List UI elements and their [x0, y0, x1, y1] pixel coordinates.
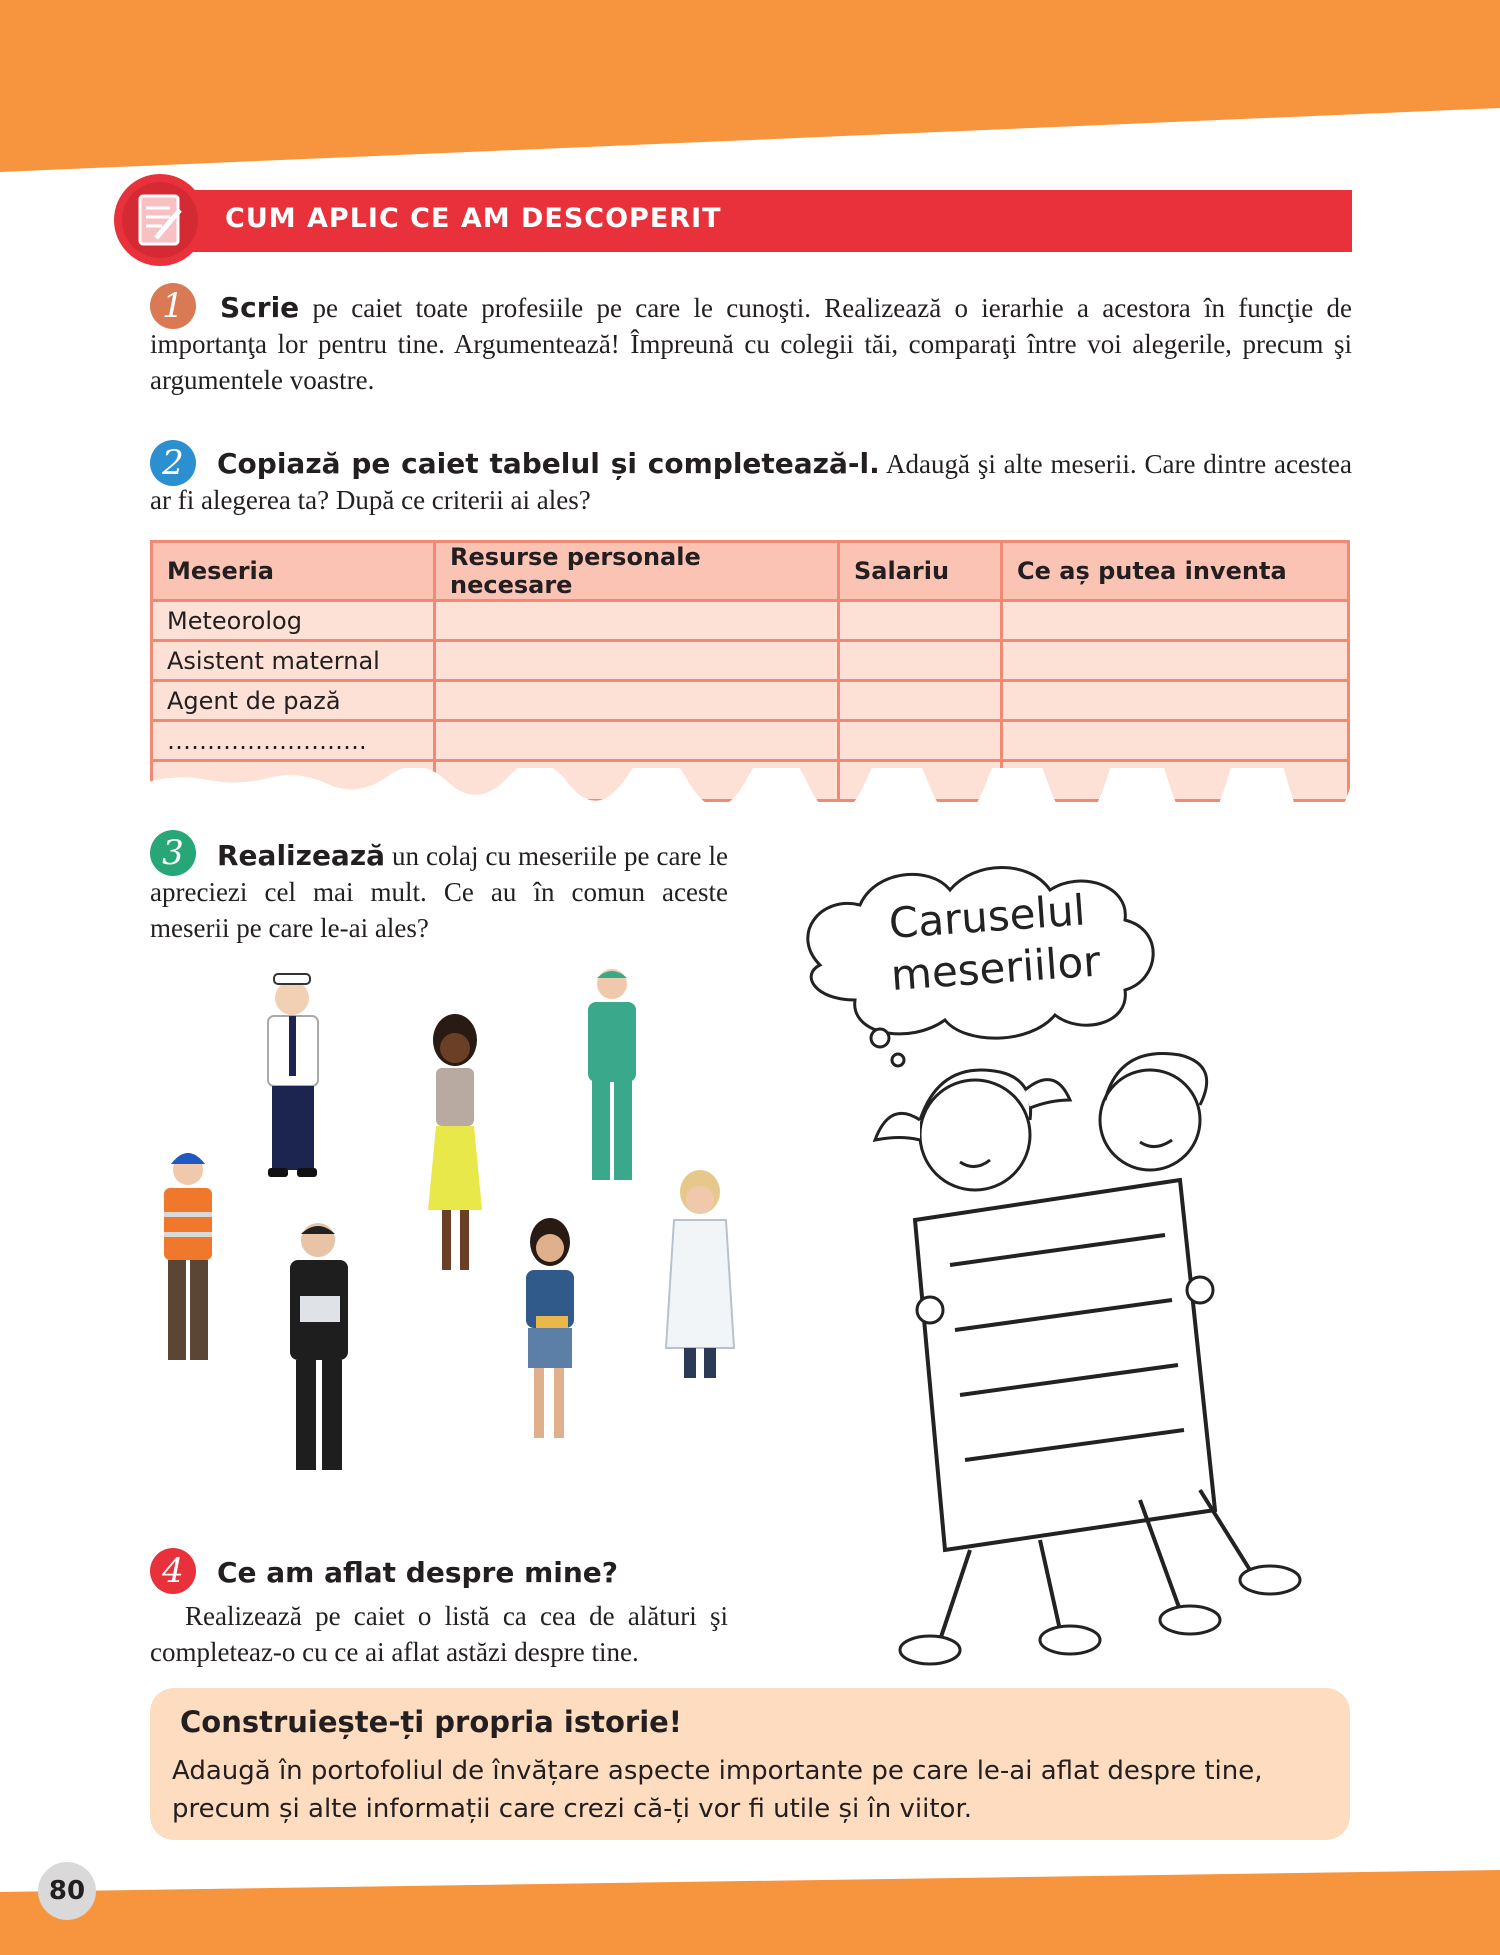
- table-cell: [839, 681, 1002, 721]
- table-header-row: [152, 542, 1349, 601]
- pilot-figure: [268, 974, 318, 1177]
- construction-worker-figure: [164, 1153, 212, 1360]
- table-cell: [839, 601, 1002, 641]
- section-title: CUM APLIC CE AM DESCOPERIT: [225, 203, 722, 234]
- exercise-1-text: [150, 290, 1352, 398]
- careers-carousel-illustration: [780, 850, 1370, 1680]
- table-cell: [1002, 721, 1349, 761]
- table-header-cell: Ce aș putea inventa: [1002, 542, 1349, 601]
- table-row: [152, 601, 1349, 641]
- table-cell: [839, 641, 1002, 681]
- table-cell: …………………….: [152, 721, 435, 761]
- professions-photo-collage: [140, 950, 760, 1550]
- doctor-man-figure: [290, 1223, 348, 1470]
- page-number: 80: [38, 1862, 96, 1920]
- table-cell: [435, 681, 839, 721]
- student-figure: [526, 1218, 574, 1438]
- exercise-2-text: [150, 446, 1352, 518]
- thought-bubble-line-2: meseriilor: [889, 936, 1102, 1000]
- notebook-pen-icon: [112, 172, 208, 268]
- table-cell: [1002, 601, 1349, 641]
- info-box-line-2: precum și alte informații care crezi că-ți vor fi utile și în viitor.: [172, 1794, 973, 1824]
- table-cell: Asistent maternal: [152, 641, 435, 681]
- table-cell: [1002, 641, 1349, 681]
- exercise-1-body: pe caiet toate profesiile pe care le cunoşti. Realizează o ierarhie a acestora în funcţie de importanţa lor pentru tine. Argumentează! Împreună cu colegii tăi, comparaţi între voi alegerile, precum şi argumentele voastre.: [150, 293, 1352, 395]
- exercise-2-lead: Copiază pe caiet tabelul și completează-l.: [217, 447, 880, 480]
- careers-table: [150, 540, 1350, 802]
- table-row: [152, 681, 1349, 721]
- businesswoman-figure: [428, 1014, 482, 1270]
- exercise-2-body: Adaugă şi alte meserii. Care dintre acestea ar fi alegerea ta? După ce criterii ai ales?: [150, 449, 1352, 515]
- exercise-4-number: 4: [150, 1548, 196, 1594]
- table-cell: [839, 721, 1002, 761]
- info-box-line-1: Adaugă în portofoliul de învățare aspecte importante pe care le-ai aflat despre tine,: [172, 1756, 1263, 1786]
- table-cell: [435, 601, 839, 641]
- exercise-2-number: 2: [150, 440, 196, 486]
- table-cell: [435, 641, 839, 681]
- table-header-cell: Resurse personale necesare: [435, 542, 839, 601]
- table-header-cell: Meseria: [152, 542, 435, 601]
- table-cell: [1002, 681, 1349, 721]
- top-orange-band: [0, 0, 1500, 175]
- exercise-3-text: [150, 838, 728, 946]
- table-row: [152, 641, 1349, 681]
- exercise-4-lead: Ce am aflat despre mine?: [217, 1556, 619, 1589]
- exercise-4-body: Realizează pe caiet o listă ca cea de alături şi completeaz-o cu ce ai aflat astăzi despre tine.: [150, 1601, 728, 1667]
- exercise-3-body: un colaj cu meseriile pe care le apreciezi cel mai mult. Ce au în comun aceste meserii pe care le-ai ales?: [150, 841, 728, 943]
- table-cell: Agent de pază: [152, 681, 435, 721]
- info-box-title: Construiește-ți propria istorie!: [180, 1705, 683, 1739]
- info-box-body: [172, 1752, 1332, 1828]
- exercise-1-number: 1: [150, 283, 196, 329]
- exercise-3-number: 3: [150, 830, 196, 876]
- table-cell: Meteorolog: [152, 601, 435, 641]
- table-cell: [435, 721, 839, 761]
- exercise-3-lead: Realizează: [217, 839, 386, 872]
- torn-paper-edge: [148, 768, 1354, 808]
- doctor-woman-figure: [666, 1170, 734, 1378]
- table-row: [152, 721, 1349, 761]
- nurse-figure: [588, 969, 636, 1180]
- table-header-cell: Salariu: [839, 542, 1002, 601]
- bottom-orange-band: [0, 1870, 1500, 1955]
- exercise-1-lead: Scrie: [220, 291, 300, 324]
- thought-bubble-line-1: Caruselul: [887, 885, 1087, 948]
